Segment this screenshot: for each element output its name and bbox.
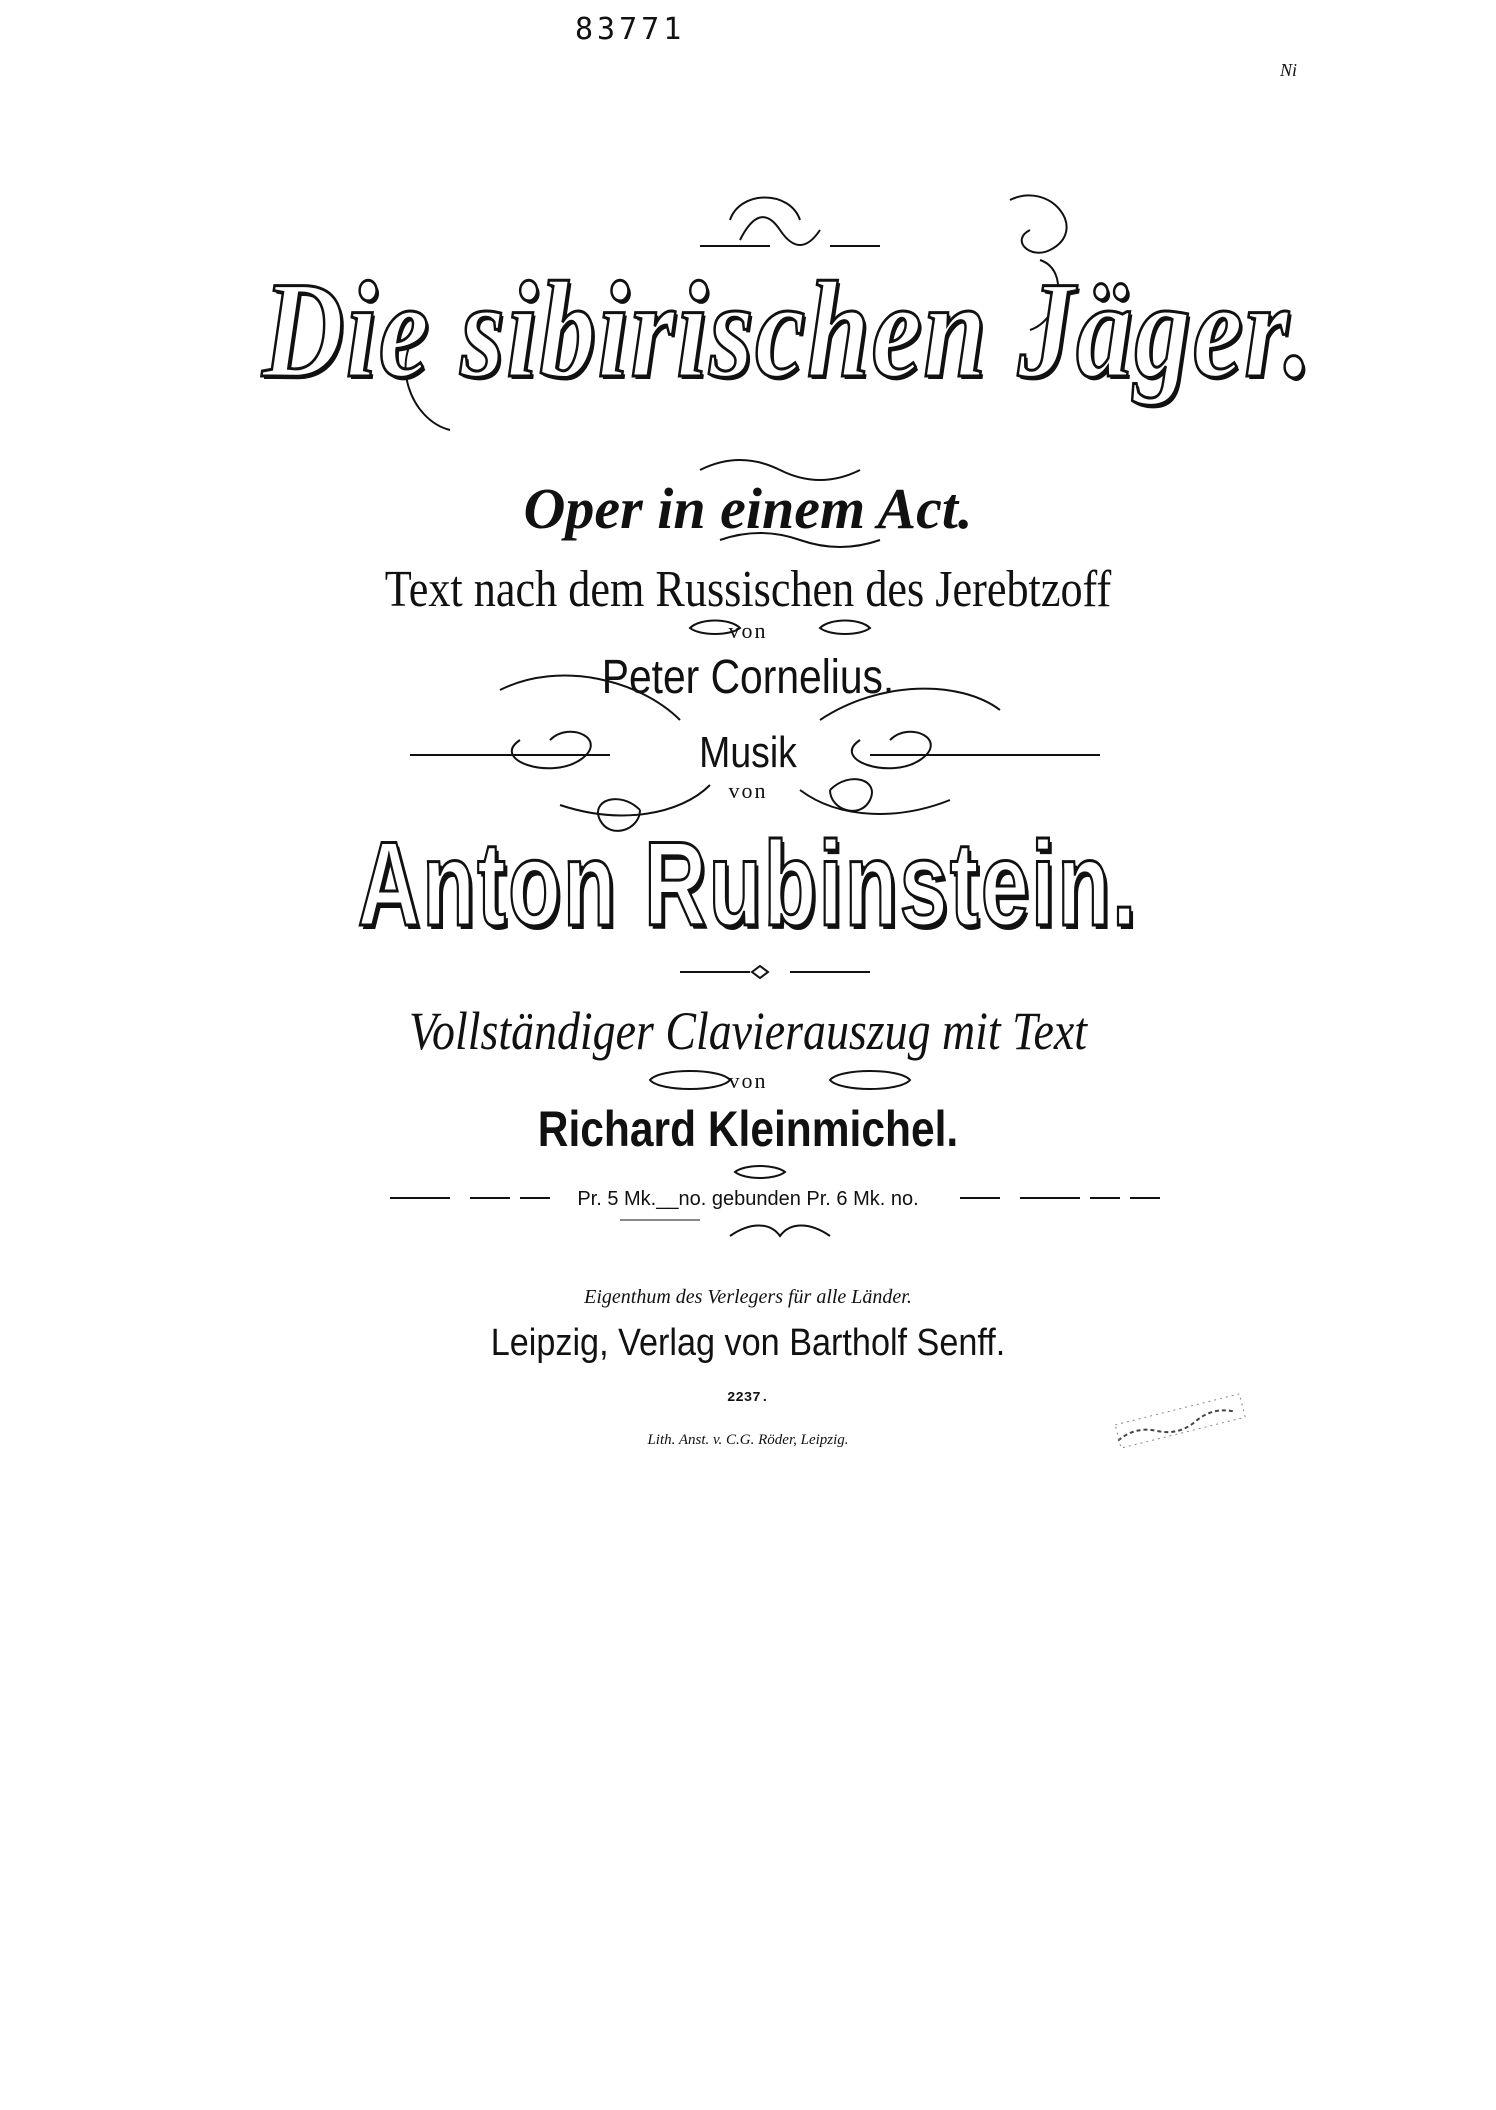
librettist-name: Peter Cornelius. — [601, 651, 895, 704]
von-label: von — [728, 778, 768, 803]
von-label: von — [728, 1068, 768, 1093]
musik-label: Musik — [699, 728, 797, 777]
shelfmark: 83771 — [575, 12, 686, 47]
von-label: von — [728, 618, 768, 643]
corner-mark: Ni — [1280, 60, 1298, 80]
arranger-name: Richard Kleinmichel. — [537, 1101, 959, 1157]
arrangement-description: Vollständiger Clavierauszug mit Text — [409, 1001, 1087, 1061]
price-line: Pr. 5 Mk.__no. gebunden Pr. 6 Mk. no. — [577, 1188, 919, 1210]
genre-subtitle: Oper in einem Act. — [523, 476, 973, 541]
composer-name: Anton Rubinstein. — [357, 817, 1139, 951]
work-title: Die sibirischen Jäger. — [262, 253, 1314, 406]
publisher-line: Leipzig, Verlag von Bartholf Senff. — [490, 1322, 1006, 1364]
libretto-source: Text nach dem Russischen des Jerebtzoff — [384, 561, 1112, 618]
rights-notice: Eigenthum des Verlegers für alle Länder. — [584, 1286, 912, 1308]
plate-number: 2237. — [726, 1390, 769, 1406]
lithographer-credit: Lith. Anst. v. C.G. Röder, Leipzig. — [647, 1432, 849, 1448]
